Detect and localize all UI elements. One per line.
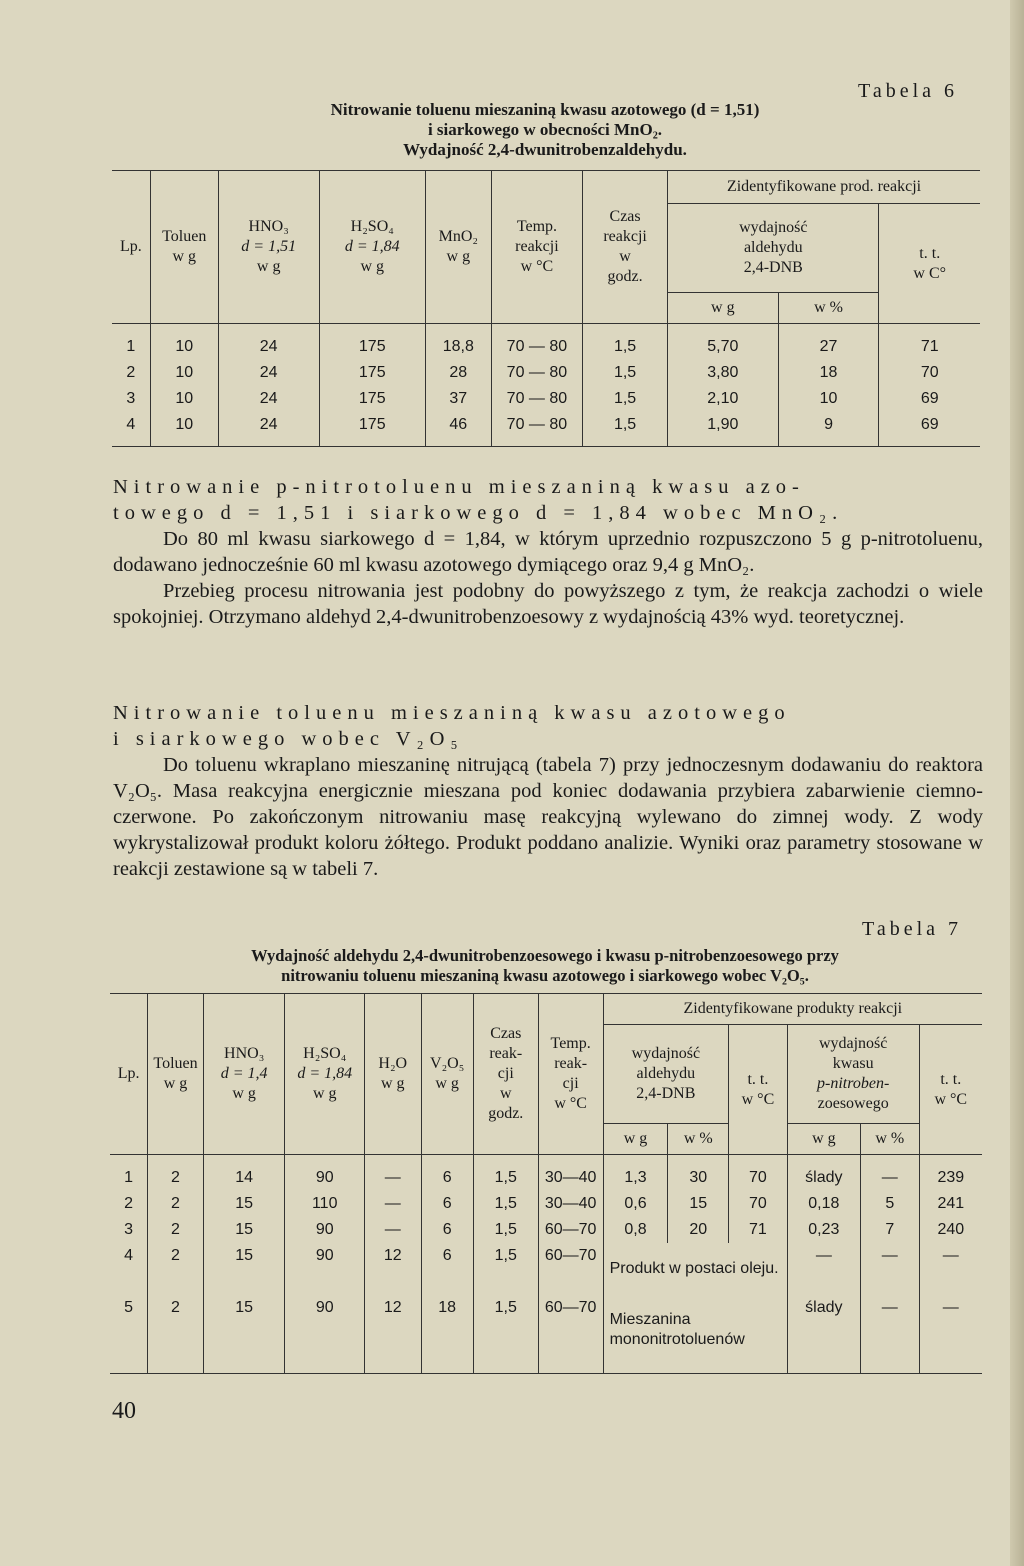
table-cell: 12 xyxy=(365,1295,422,1374)
table-cell: 60—70 xyxy=(538,1295,603,1374)
table-cell: 239 xyxy=(919,1155,982,1192)
header-text: kwasu xyxy=(832,1055,874,1072)
table-cell: 6 xyxy=(421,1191,473,1217)
header-text: cji xyxy=(497,1065,514,1082)
header-text: w °C xyxy=(554,1095,587,1112)
t7-h-tt2 xyxy=(919,1025,982,1155)
header-text: MnO₂ xyxy=(438,228,478,245)
section2 xyxy=(113,700,983,882)
header-text: 2,4-DNB xyxy=(636,1085,696,1102)
table-cell: 70 — 80 xyxy=(491,360,582,386)
header-text: reakcji xyxy=(603,228,647,245)
table-cell: — xyxy=(365,1155,422,1192)
table-cell: 18 xyxy=(778,360,879,386)
table-cell: 14 xyxy=(203,1155,285,1192)
table-cell: 12 xyxy=(365,1243,422,1295)
table-cell: 15 xyxy=(668,1191,729,1217)
table-cell: 2,10 xyxy=(668,386,778,412)
t7-h-group: Zidentyfikowane produkty reakcji xyxy=(603,994,982,1025)
table-cell: 71 xyxy=(729,1217,788,1243)
t7-h-czas xyxy=(473,994,538,1155)
header-text: d = 1,84 xyxy=(297,1065,353,1082)
table-row xyxy=(110,1295,982,1374)
table-cell: 5 xyxy=(110,1295,148,1374)
table-cell: 15 xyxy=(203,1217,285,1243)
t6-h-tt xyxy=(879,204,980,324)
header-text: w C° xyxy=(913,264,947,282)
table-row xyxy=(110,1155,982,1192)
table-cell: 70 xyxy=(729,1191,788,1217)
section1 xyxy=(113,474,983,630)
table-cell: 10 xyxy=(150,360,218,386)
t7-h-v2o5 xyxy=(421,994,473,1155)
table-cell: 2 xyxy=(148,1295,204,1374)
row5-note: Mieszanina mononitrotoluenów xyxy=(603,1295,787,1374)
header-text: godz. xyxy=(488,1105,524,1122)
table-cell: 1,5 xyxy=(583,324,668,361)
header-text: d = 1,4 xyxy=(220,1065,268,1082)
header-text: w g xyxy=(312,1085,337,1102)
table-cell: 1,5 xyxy=(583,386,668,412)
table-cell: 2 xyxy=(148,1243,204,1295)
header-text: aldehydu xyxy=(636,1065,696,1082)
table6-caption xyxy=(110,100,980,160)
table-cell: 0,6 xyxy=(603,1191,668,1217)
section1-heading-a: Nitrowanie p-nitrotoluenu mieszaniną kwasu azo- xyxy=(113,476,805,498)
section1-paragraph1: Do 80 ml kwasu siarkowego d = 1,84, w którym uprzednio rozpuszczono 5 g p-nitrotoluenu, dodawano jednocześnie 60 ml kwasu azotowego dymiącego oraz 9,4 g MnO₂. xyxy=(113,528,983,576)
header-text: godz. xyxy=(607,268,643,285)
header-text: w g xyxy=(360,258,385,275)
t6-h-wyd xyxy=(668,204,879,293)
table-cell: 6 xyxy=(421,1243,473,1295)
t7-h-tt1 xyxy=(729,1025,788,1155)
table-row xyxy=(110,1217,982,1243)
table-cell: 70 xyxy=(729,1155,788,1192)
table-cell: 6 xyxy=(421,1217,473,1243)
table-cell: 10 xyxy=(150,324,218,361)
header-text: wydajność xyxy=(631,1045,701,1062)
t7-h-wyd-ald xyxy=(603,1025,729,1124)
header-text: d = 1,51 xyxy=(241,238,297,255)
table-cell: 27 xyxy=(778,324,879,361)
table-cell: — xyxy=(860,1243,919,1295)
table-cell: 18 xyxy=(421,1295,473,1374)
table-cell: 3 xyxy=(126,390,136,407)
table-cell: 70 — 80 xyxy=(491,324,582,361)
header-text: Czas xyxy=(490,1025,522,1042)
table-cell: ślady xyxy=(787,1295,860,1374)
t7-h-h2o xyxy=(365,994,422,1155)
page-number: 40 xyxy=(112,1398,136,1424)
header-text: H₂SO₄ xyxy=(303,1045,347,1062)
table6 xyxy=(112,170,980,447)
header-text: aldehydu xyxy=(743,239,803,256)
table7 xyxy=(110,993,982,1374)
table-cell: 0,18 xyxy=(787,1191,860,1217)
table7-caption xyxy=(110,946,980,986)
header-text: H₂SO₄ xyxy=(350,218,394,235)
table-cell: ślady xyxy=(787,1155,860,1192)
table-cell: 2 xyxy=(148,1155,204,1192)
table-cell: 1,3 xyxy=(603,1155,668,1192)
t6-h-hno3 xyxy=(218,171,319,324)
table-cell: 175 xyxy=(319,360,425,386)
table-cell: 30 xyxy=(668,1155,729,1192)
table-cell: — xyxy=(860,1295,919,1374)
t6-h-wproc: w % xyxy=(778,293,879,324)
table-cell: — xyxy=(365,1191,422,1217)
table-cell: 90 xyxy=(285,1243,365,1295)
table-cell: — xyxy=(365,1217,422,1243)
table-row xyxy=(112,360,980,386)
table-cell: 90 xyxy=(285,1217,365,1243)
header-text: HNO₃ xyxy=(248,218,289,235)
header-text: wydajność xyxy=(818,1035,888,1052)
header-text: w xyxy=(499,1085,512,1102)
header-text: Toluen xyxy=(153,1055,198,1072)
table-cell: 2 xyxy=(148,1217,204,1243)
table-cell: 1,5 xyxy=(473,1295,538,1374)
table-cell: 70 xyxy=(879,360,980,386)
table6-caption-line3: Wydajność 2,4-dwunitrobenzaldehydu. xyxy=(403,140,687,159)
t7-h-h2so4 xyxy=(285,994,365,1155)
header-text: Temp. xyxy=(516,218,558,235)
table-cell: 1,5 xyxy=(583,360,668,386)
header-text: t. t. xyxy=(919,244,941,262)
table-cell: 37 xyxy=(425,386,491,412)
table-cell: 60—70 xyxy=(538,1217,603,1243)
header-text: w °C xyxy=(741,1090,775,1108)
header-text: cji xyxy=(562,1075,579,1092)
section2-heading-b: i siarkowego wobec V₂O₅ xyxy=(113,728,464,750)
table-cell: 1,5 xyxy=(583,412,668,447)
header-text: p-nitroben- xyxy=(817,1075,890,1092)
table-cell: 1,5 xyxy=(473,1191,538,1217)
header-text: d = 1,84 xyxy=(344,238,400,255)
table-cell: 71 xyxy=(879,324,980,361)
table-cell: 90 xyxy=(285,1295,365,1374)
header-text: reak- xyxy=(489,1045,523,1062)
table-cell: 240 xyxy=(919,1217,982,1243)
header-text: zoesowego xyxy=(817,1095,889,1112)
t6-h-h2so4 xyxy=(319,171,425,324)
t7-h-wproc: w % xyxy=(668,1124,729,1155)
header-text: HNO₃ xyxy=(224,1045,265,1062)
table-cell: 30—40 xyxy=(538,1155,603,1192)
table-cell: 24 xyxy=(218,412,319,447)
header-text: w g xyxy=(256,258,281,275)
table-row xyxy=(110,1191,982,1217)
t6-h-group: Zidentyfikowane prod. reakcji xyxy=(668,171,980,204)
table-cell: 4 xyxy=(124,1247,134,1264)
table-cell: 7 xyxy=(860,1217,919,1243)
table-cell: 18,8 xyxy=(425,324,491,361)
header-text: t. t. xyxy=(747,1070,769,1088)
table6-label: Tabela 6 xyxy=(858,80,959,102)
header-text: reak- xyxy=(554,1055,588,1072)
header-text: Toluen xyxy=(162,228,207,245)
table-cell: 2 xyxy=(124,1195,134,1212)
table-cell: 10 xyxy=(150,412,218,447)
section1-heading-b: towego d = 1,51 i siarkowego d = 1,84 wobec MnO₂. xyxy=(113,502,844,524)
table-cell: 1 xyxy=(124,1169,134,1186)
table-cell: 69 xyxy=(879,412,980,447)
row4-note: Produkt w postaci oleju. xyxy=(603,1243,787,1295)
header-text: w g xyxy=(163,1075,188,1092)
t7-h-wg2: w g xyxy=(787,1124,860,1155)
table-cell: 175 xyxy=(319,386,425,412)
table-cell: 3 xyxy=(124,1221,134,1238)
table-cell: 2 xyxy=(126,364,136,381)
table-cell: 10 xyxy=(150,386,218,412)
table-cell: 1 xyxy=(126,338,136,355)
table-cell: 0,8 xyxy=(603,1217,668,1243)
header-text: t. t. xyxy=(940,1070,962,1088)
section2-paragraph1: Do toluenu wkraplano mieszaninę nitrującą (tabela 7) przy jednoczesnym dodawaniu do reaktora V₂O₅. Masa reakcyjna energicznie mieszana pod koniec dodawania przybiera zabarwienie ciemno-czerwone. Po zakończonym nitrowaniu masę reakcyjną wylewano do zimnej wody. Z wody wykrystalizował produkt koloru żółtego. Produkt poddano analizie. Wyniki oraz parametry stosowane w reakcji zestawione są w tabeli 7. xyxy=(113,754,983,880)
table-cell: 15 xyxy=(203,1295,285,1374)
table-cell: 69 xyxy=(879,386,980,412)
table-cell: 90 xyxy=(285,1155,365,1192)
table6-caption-line2: i siarkowego w obecności MnO₂. xyxy=(427,120,663,139)
header-text: w g xyxy=(435,1075,459,1092)
table-cell: 15 xyxy=(203,1191,285,1217)
table-cell: — xyxy=(860,1155,919,1192)
t6-h-wg: w g xyxy=(668,293,778,324)
t6-h-mno2 xyxy=(425,171,491,324)
section1-paragraph2: Przebieg procesu nitrowania jest podobny do powyższego z tym, że reakcja zachodzi o wiele spokojniej. Otrzymano aldehyd 2,4-dwunitrobenzoesowy z wydajnością 43% wyd. teoretycznej. xyxy=(113,580,983,628)
table-cell: 9 xyxy=(778,412,879,447)
t7-h-wg: w g xyxy=(603,1124,668,1155)
table-cell: — xyxy=(787,1243,860,1295)
header-text: w °C xyxy=(934,1090,968,1108)
table-cell: 1,90 xyxy=(668,412,778,447)
table-cell: 1,5 xyxy=(473,1243,538,1295)
header-text: Czas xyxy=(609,208,641,225)
header-text: V₂O₅ xyxy=(430,1055,465,1072)
header-text: 2,4-DNB xyxy=(743,259,803,276)
t6-h-temp xyxy=(491,171,582,324)
t7-h-wyd-kw xyxy=(787,1025,919,1124)
table-cell: 60—70 xyxy=(538,1243,603,1295)
table-row xyxy=(110,1243,982,1295)
header-text: w g xyxy=(446,248,471,265)
table-cell: 2 xyxy=(148,1191,204,1217)
table-cell: 24 xyxy=(218,386,319,412)
header-text: w °C xyxy=(520,258,554,275)
table-cell: — xyxy=(919,1243,982,1295)
table6-caption-line1: Nitrowanie toluenu mieszaniną kwasu azotowego (d = 1,51) xyxy=(330,100,760,119)
header-text: w g xyxy=(380,1075,405,1092)
table-cell: 5,70 xyxy=(668,324,778,361)
t6-h-toluen xyxy=(150,171,218,324)
table-cell: 1,5 xyxy=(473,1155,538,1192)
header-text: reakcji xyxy=(515,238,559,255)
t6-h-lp: Lp. xyxy=(112,171,150,324)
table-cell: 28 xyxy=(425,360,491,386)
t7-h-toluen xyxy=(148,994,204,1155)
table-cell: 241 xyxy=(919,1191,982,1217)
table-cell: 15 xyxy=(203,1243,285,1295)
table-cell: 20 xyxy=(668,1217,729,1243)
header-text: w g xyxy=(172,248,196,265)
table-row xyxy=(112,324,980,361)
table-cell: 10 xyxy=(778,386,879,412)
header-text: Temp. xyxy=(550,1035,591,1052)
table7-label: Tabela 7 xyxy=(862,918,963,940)
table-cell: 0,23 xyxy=(787,1217,860,1243)
section2-heading-a: Nitrowanie toluenu mieszaniną kwasu azotowego xyxy=(113,702,791,724)
table-cell: 1,5 xyxy=(473,1217,538,1243)
t7-h-lp: Lp. xyxy=(110,994,148,1155)
t7-h-temp xyxy=(538,994,603,1155)
table-row xyxy=(112,412,980,447)
table7-caption-line1: Wydajność aldehydu 2,4-dwunitrobenzoesowego i kwasu p-nitrobenzoesowego przy xyxy=(251,946,839,965)
t7-h-wproc2: w % xyxy=(860,1124,919,1155)
table-cell: 24 xyxy=(218,360,319,386)
header-text: w g xyxy=(232,1085,256,1102)
page-edge xyxy=(1010,0,1024,1566)
table-cell: 30—40 xyxy=(538,1191,603,1217)
table-cell: 3,80 xyxy=(668,360,778,386)
t6-h-czas xyxy=(583,171,668,324)
table-cell: 175 xyxy=(319,324,425,361)
table7-caption-line2: nitrowaniu toluenu mieszaniną kwasu azotowego i siarkowego wobec V₂O₅. xyxy=(281,966,809,985)
table-cell: 6 xyxy=(421,1155,473,1192)
header-text: wydajność xyxy=(739,219,808,236)
header-text: w xyxy=(619,248,631,265)
t7-h-hno3 xyxy=(203,994,285,1155)
table-cell: 24 xyxy=(218,324,319,361)
header-text: H₂O xyxy=(378,1055,408,1072)
table-cell: 70 — 80 xyxy=(491,412,582,447)
table-row xyxy=(112,386,980,412)
table-cell: 70 — 80 xyxy=(491,386,582,412)
table-cell: 5 xyxy=(860,1191,919,1217)
table-cell: 175 xyxy=(319,412,425,447)
table-cell: 46 xyxy=(425,412,491,447)
table-cell: — xyxy=(919,1295,982,1374)
table-cell: 110 xyxy=(285,1191,365,1217)
table-cell: 4 xyxy=(112,412,150,447)
